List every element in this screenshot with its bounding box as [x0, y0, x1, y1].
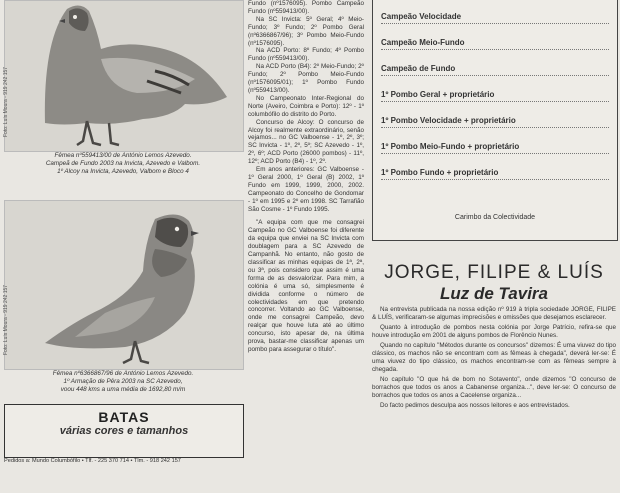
caption-2-line-2: 1º Armação de Pêra 2003 na SC Azevedo, — [63, 378, 183, 385]
form-row-pombo-fundo — [373, 156, 617, 182]
form-fill-line — [381, 179, 609, 180]
pigeon-photo-1 — [4, 0, 244, 152]
form-fill-line — [381, 75, 609, 76]
mid-paragraph-7: Em anos anteriores: GC Valboense - 1º Geral 2000, 1º Geral (B) 2002, 1º Fundo em 1999, 1999, 2000, 2002. Campeonato do Concelho de Gondomar - 1º em 1995 e 2º em 1998. SC Tarrafião São Cosme - 1º Fundo 1995. — [248, 166, 364, 213]
form-row-campeao-fundo — [373, 52, 617, 78]
mid-paragraph-6: Concurso de Alcoy: O concurso de Alcoy foi realmente extraordinário, senão vejamos... no GC Valboense - 1º, 2º, 3º; SC Invicta - 1º, 2º, 5º; SC Azevedo - 1º, 2º, 6º; ACD Porto (26000 pombos) - 11º, 12º; ACD Porto (B4) - 1º, 2º. — [248, 118, 364, 166]
form-row-pombo-geral — [373, 78, 617, 104]
middle-column-text — [248, 0, 364, 354]
form-label: Campeão Velocidade — [381, 12, 462, 21]
mid-paragraph-8: "A equipa com que me consagrei Campeão no GC Valboense foi diferente da equipa que enviei na SC Invicta com doublagem para a SC Azevedo de Campanhã. No entanto, não gosto de classificar as minhas equipas de 1ª, 2ª, ou 3ª, pois considero que assim é uma forma de as desvalorizar. Para mim, a colónia é uma só, simplesmente é dividida conforme o número de colectividades em que pretendo concorrer. Voltando ao GC Valboense, onde me consagrei Campeão, devo realçar que houve luta até ao último concurso, isto apesar de, na última prova, bastar-me classificar apenas um pombo para assegurar o título". — [248, 219, 364, 353]
photo-credit-1: Foto: Luís Moura - 919 242 157 — [3, 66, 9, 137]
form-fill-line — [381, 23, 609, 24]
article-subtitle: Luz de Tavira — [439, 284, 548, 303]
mid-paragraph-5: No Campeonato Inter-Regional do Norte (Aveiro, Coimbra e Porto): 12º - 1º columbófilo do distrito do Porto. — [248, 94, 364, 118]
form-label: Campeão Meio-Fundo — [381, 38, 465, 47]
batas-ad — [4, 404, 244, 458]
caption-1 — [4, 152, 242, 176]
mid-paragraph-1: Fundo (nº1576095). Pombo Campeão Fundo (nº559413/00). — [248, 0, 364, 15]
stamp-label: Carimbo da Colectividade — [454, 214, 536, 221]
caption-1-line-1: Fêmea nº559413/00 de António Lemos Azevedo. — [54, 152, 192, 159]
form-fill-line — [381, 101, 609, 102]
ad-title: BATAS — [98, 409, 150, 425]
caption-1-line-3: 1º Alcoy na Invicta, Azevedo, Valbom e Bloco 4 — [57, 168, 189, 175]
article-paragraph-4: No capítulo "O que há de bom no Sotavento", onde dizemos "O concurso de borrachos que todos os anos a Cabanense organiza...", deve ler-se: O concurso de borrachos que todos os anos a Cacelense organiza... — [372, 376, 616, 399]
form-row-pombo-velocidade — [373, 104, 617, 130]
awards-form — [372, 0, 618, 241]
caption-2 — [4, 370, 242, 394]
pigeon-illustration-1 — [5, 1, 243, 151]
form-fill-line — [381, 127, 609, 128]
form-label: 1º Pombo Meio-Fundo + proprietário — [381, 142, 520, 151]
form-row-pombo-meio-fundo — [373, 130, 617, 156]
mid-paragraph-3: Na ACD Porto: 8º Fundo; 4º Pombo Fundo (nº559413/00). — [248, 47, 364, 63]
form-label: 1º Pombo Fundo + proprietário — [381, 168, 499, 177]
article-title: JORGE, FILIPE & LUÍS — [384, 262, 604, 283]
pigeon-photo-2 — [4, 200, 244, 370]
photo-credit-2: Foto: Luís Moura - 919 242 157 — [3, 284, 9, 355]
caption-2-line-1: Fêmea nº6366867/96 de António Lemos Azevedo. — [52, 370, 194, 377]
caption-1-line-2: Campeã de Fundo 2003 na Invicta, Azevedo e Valbom. — [45, 160, 201, 167]
form-label: 1º Pombo Velocidade + proprietário — [381, 116, 516, 125]
form-label: Campeão de Fundo — [381, 64, 456, 73]
form-label: 1º Pombo Geral + proprietário — [381, 90, 495, 99]
article-body — [372, 306, 616, 412]
form-fill-line — [381, 49, 609, 50]
article-paragraph-5: Do facto pedimos desculpa aos nossos leitores e aos entrevistados. — [380, 402, 570, 409]
caption-2-line-3: voou 448 kms a uma média de 1692,80 m/m — [60, 386, 186, 393]
ad-contacts: Pedidos a: Mundo Columbófilo • Tlf. - 225 370 714 • Tlm. - 918 242 157 — [4, 458, 181, 464]
article-paragraph-1: Na entrevista publicada na nossa edição nº 919 à tripla sociedade JORGE, FILIPE & LUÍS, verificaram-se algumas imprecisões e omissões que desejamos esclarecer. — [372, 306, 616, 321]
article-paragraph-2: Quanto à introdução de pombos nesta colónia por Jorge Patrício, refira-se que houve introdução em 2001 de alguns pombos de Florêncio Nunes. — [372, 324, 616, 339]
mid-paragraph-4: Na ACD Porto (B4): 2º Meio-Fundo; 2º Fundo; 2º Pombo Meio-Fundo (nº1576095/01); 1º Pombo Fundo (nº559413/00). — [248, 63, 364, 94]
form-fill-line — [381, 153, 609, 154]
mid-paragraph-2: Na SC Invicta: 5º Geral; 4º Meio-Fundo; 3º Fundo; 2º Pombo Geral (nº6366867/96); 3º Pombo Meio-Fundo (nº1576095). — [248, 15, 364, 47]
form-row-campeao-velocidade — [373, 0, 617, 26]
ad-subtitle: várias cores e tamanhos — [59, 425, 189, 437]
article-paragraph-3: Quando no capítulo "Métodos durante os concursos" dizemos: É uma viuvez do tipo clássico, os machos não se encontram com as fêmeas à chegada", deverá ler-se: É uma viuvez do tipo clássico, os machos encontram-se com as fêmeas sempre à chegada. — [372, 342, 616, 373]
pigeon-illustration-2 — [5, 201, 243, 369]
form-row-campeao-meio-fundo — [373, 26, 617, 52]
